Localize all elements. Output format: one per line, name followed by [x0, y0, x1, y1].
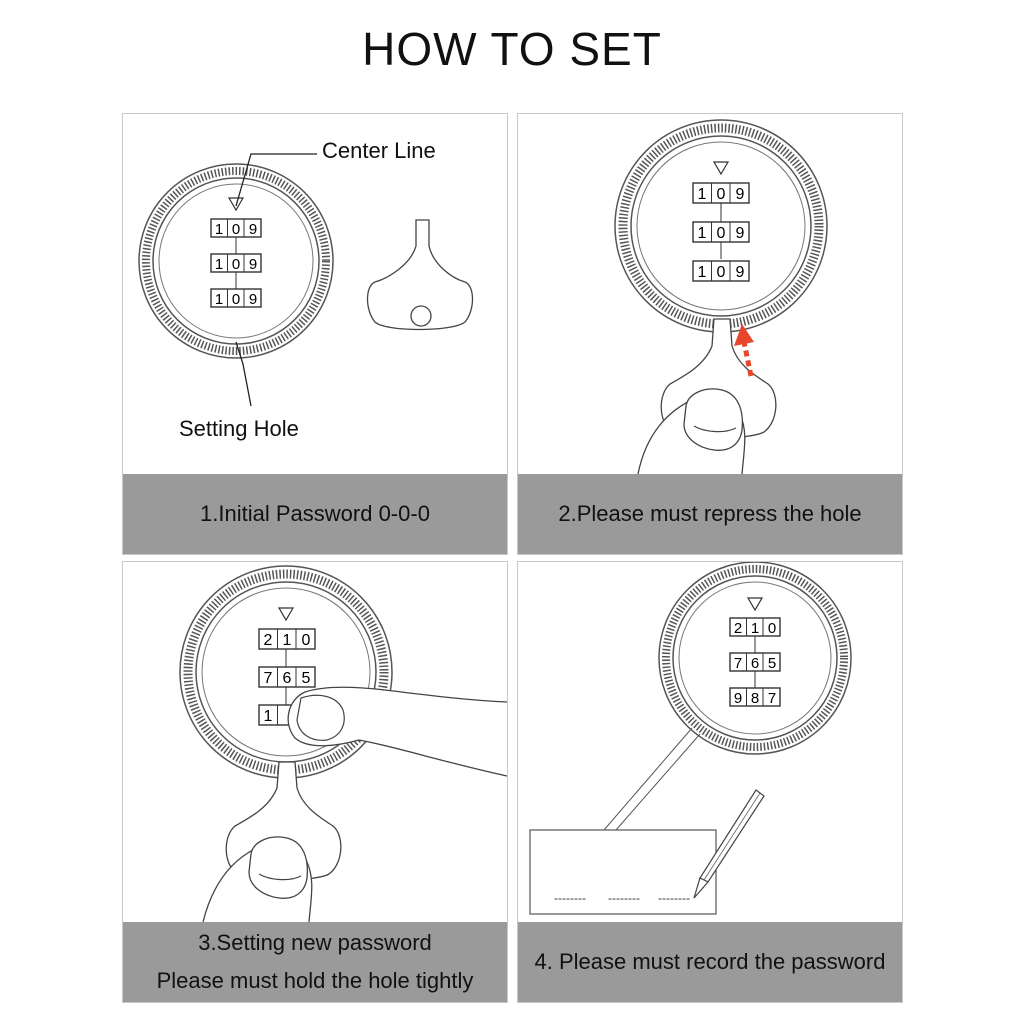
- svg-text:0: 0: [231, 291, 241, 308]
- setting-hole-label: Setting Hole: [179, 416, 299, 441]
- step-2-panel: [517, 113, 903, 555]
- combo-wheel-2: [259, 667, 315, 687]
- step-3-panel: [122, 561, 508, 1003]
- svg-text:9: 9: [735, 264, 745, 281]
- svg-text:0: 0: [716, 225, 726, 242]
- combo-wheel-2: [693, 222, 749, 242]
- svg-text:1: 1: [214, 221, 224, 238]
- svg-text:0: 0: [716, 264, 726, 281]
- step-3-caption-line-1: 3.Setting new password: [198, 930, 432, 955]
- combo-wheel-3: [693, 261, 749, 281]
- svg-text:0: 0: [767, 620, 777, 637]
- svg-text:1: 1: [697, 264, 707, 281]
- svg-text:6: 6: [750, 655, 760, 672]
- center-triangle-icon: [748, 598, 762, 610]
- combo-wheel-1: [730, 618, 780, 637]
- combo-wheel-3: [730, 688, 780, 707]
- step-4-illustration: [518, 562, 902, 922]
- lock-dial: [180, 566, 392, 778]
- svg-text:9: 9: [248, 221, 258, 238]
- step-2-caption-line-1: 2.Please must repress the hole: [558, 501, 862, 526]
- svg-text:8: 8: [750, 690, 760, 707]
- svg-text:9: 9: [735, 225, 745, 242]
- svg-text:5: 5: [767, 655, 777, 672]
- svg-text:9: 9: [248, 256, 258, 273]
- step-2-illustration: [518, 114, 902, 474]
- step-4-panel: [517, 561, 903, 1003]
- svg-text:7: 7: [263, 670, 273, 687]
- center-triangle-icon: [279, 608, 293, 620]
- svg-text:9: 9: [248, 291, 258, 308]
- svg-text:9: 9: [733, 690, 743, 707]
- hand-icon: [638, 389, 745, 474]
- svg-text:1: 1: [282, 632, 292, 649]
- step-1-panel: [122, 113, 508, 555]
- svg-text:1: 1: [214, 291, 224, 308]
- combo-wheel-1: [211, 219, 261, 238]
- thumb-icon: [288, 687, 507, 776]
- step-3-caption: [123, 922, 507, 1002]
- svg-text:1: 1: [697, 225, 707, 242]
- step-3-caption-line-2: Please must hold the hole tightly: [156, 968, 474, 993]
- svg-text:1: 1: [263, 708, 273, 725]
- step-2-caption: [518, 474, 902, 554]
- step-4-caption: [518, 922, 902, 1002]
- callout-line: [604, 728, 692, 830]
- svg-text:1: 1: [697, 186, 707, 203]
- svg-text:0: 0: [231, 256, 241, 273]
- lock-dial: [139, 164, 333, 358]
- reset-key-icon: [368, 220, 473, 330]
- svg-text:0: 0: [716, 186, 726, 203]
- step-3-illustration: [123, 562, 507, 922]
- combo-wheel-2: [730, 653, 780, 672]
- svg-text:5: 5: [301, 670, 311, 687]
- svg-text:2: 2: [263, 632, 273, 649]
- combo-wheel-2: [211, 254, 261, 273]
- svg-text:7: 7: [767, 690, 777, 707]
- hand-icon: [203, 837, 312, 922]
- svg-text:0: 0: [301, 632, 311, 649]
- svg-text:1: 1: [214, 256, 224, 273]
- svg-text:9: 9: [735, 186, 745, 203]
- combo-wheel-1: [693, 183, 749, 203]
- combo-wheel-1: [259, 629, 315, 649]
- svg-text:6: 6: [282, 670, 292, 687]
- callout-line: [616, 734, 700, 830]
- step-1-caption-line-1: 1.Initial Password 0-0-0: [200, 501, 430, 526]
- record-blank-2: --------: [608, 891, 640, 905]
- svg-text:2: 2: [733, 620, 743, 637]
- lock-dial: [659, 562, 851, 754]
- page-title: HOW TO SET: [362, 23, 662, 75]
- svg-text:1: 1: [750, 620, 760, 637]
- combo-wheel-3: [211, 289, 261, 308]
- step-4-caption-line-1: 4. Please must record the password: [534, 949, 886, 974]
- center-line-label: Center Line: [322, 138, 436, 163]
- record-blank-1: --------: [554, 891, 586, 905]
- record-blank-3: --------: [658, 891, 690, 905]
- center-triangle-icon: [714, 162, 728, 174]
- lock-dial: [615, 120, 827, 332]
- svg-text:7: 7: [733, 655, 743, 672]
- svg-text:0: 0: [231, 221, 241, 238]
- step-1-caption: [123, 474, 507, 554]
